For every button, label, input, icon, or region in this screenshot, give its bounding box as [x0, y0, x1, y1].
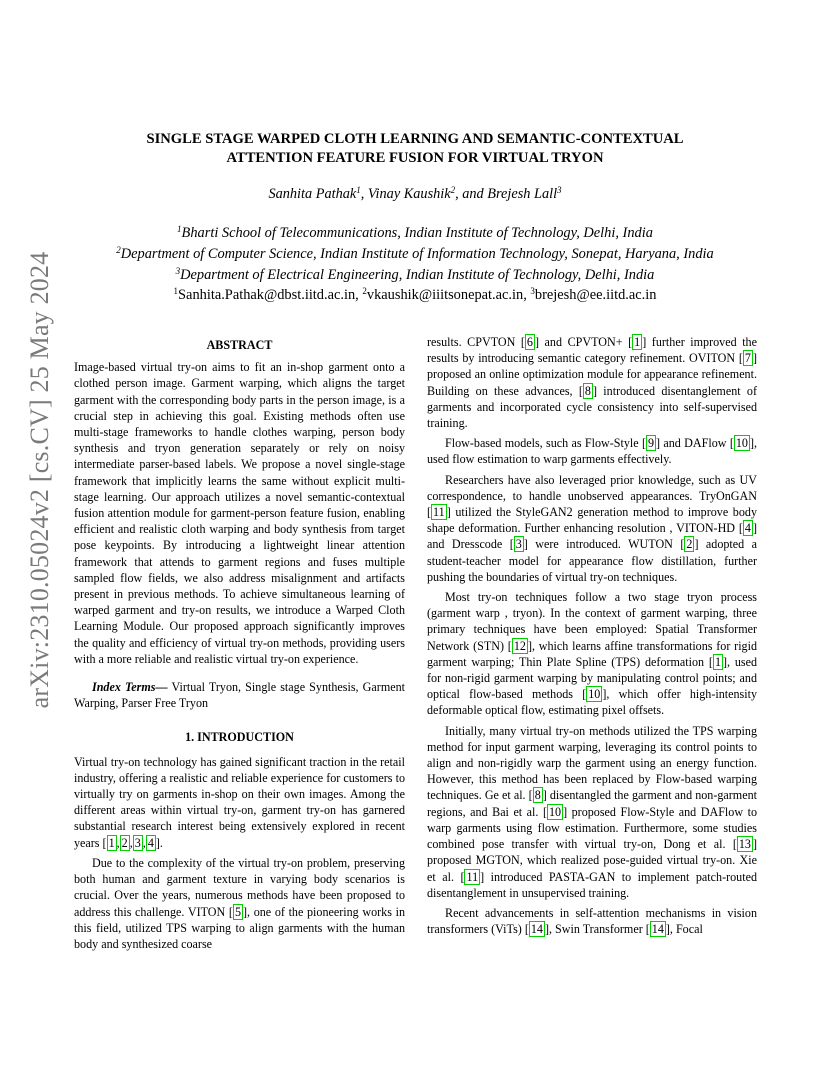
citation-link[interactable]: 4 — [744, 521, 751, 536]
paragraph-text: ], Swin Transformer [ — [544, 922, 650, 937]
author-separator: , and — [455, 186, 488, 202]
affiliation-text: Bharti School of Telecommunications, Indian Institute of Technology, Delhi, India — [181, 225, 653, 241]
title-line-1: SINGLE STAGE WARPED CLOTH LEARNING AND SEMANTIC-CONTEXTUAL — [146, 131, 684, 147]
paragraph-text: Due to the complexity of the virtual try-on problem, preserving both human and garment texture in varying body scenarios is crucial. Over the years, numerous methods have been proposed to address this challenge. VITON [ — [74, 855, 405, 919]
affiliation-text: Department of Electrical Engineering, Indian Institute of Technology, Delhi, India — [180, 266, 655, 283]
paragraph-text: ] were introduced. WUTON [ — [523, 537, 685, 552]
paragraph-text: results. CPVTON [ — [427, 335, 525, 349]
citation-link[interactable]: 2 — [686, 537, 693, 552]
index-terms-label: Index Terms— — [92, 680, 168, 695]
citation-link[interactable]: 12 — [513, 638, 526, 653]
paragraph-text: Flow-based models, such as Flow-Style [ — [445, 436, 646, 451]
paragraph-text: ] and DAFlow [ — [656, 436, 734, 451]
right-column — [427, 334, 757, 937]
email-superscript: 3 — [530, 286, 535, 297]
citation-link[interactable]: 10 — [588, 687, 601, 702]
author-superscript: 2 — [450, 185, 456, 195]
arxiv-side-label — [22, 251, 58, 709]
paragraph-text: ] further improved the results by introducing semantic category refinement. OVITON [ — [427, 335, 757, 366]
citation-link[interactable]: 2 — [121, 835, 128, 850]
paragraph-text: ] utilized the StyleGAN2 generation method to improve body shape deformation. Further enhancing resolution , VITON-HD [ — [427, 505, 757, 536]
left-column — [74, 337, 405, 952]
paragraph-text: ] introduced PASTA-GAN to implement patch-routed disentanglement in unsupervised training. — [427, 869, 757, 900]
paragraph-text: Most try-on techniques follow a two stage tryon process (garment warp , tryon). In the context of garment warping, three primary techniques have been employed: Spatial Transformer Network (STN) [ — [427, 590, 757, 653]
right-paragraph-3 — [427, 472, 757, 585]
introduction-heading: 1. INTRODUCTION — [185, 730, 294, 745]
author-name: Sanhita Pathak — [268, 186, 357, 202]
email-superscript: 1 — [173, 286, 179, 297]
citation-link[interactable]: 7 — [744, 351, 751, 366]
author-separator: , — [360, 186, 368, 202]
author-superscript: 1 — [356, 185, 361, 195]
affiliation-text: Department of Computer Science, Indian Institute of Information Technology, Sonepat, Haryana, India — [120, 245, 714, 262]
citation-link[interactable]: 10 — [548, 804, 562, 819]
author-superscript: 3 — [557, 185, 562, 195]
paragraph-text: ] introduced disentanglement of garments and incorporated cycle consistency into self-supervised training. — [427, 383, 757, 431]
citation-link[interactable]: 3 — [515, 537, 522, 552]
citation-link[interactable]: 6 — [526, 335, 533, 349]
citation-link[interactable]: 1 — [634, 335, 641, 349]
citation-link[interactable]: 9 — [648, 436, 655, 451]
paragraph-text: ] proposed an online optimization module for appearance refinement. Building on these advances, [ — [427, 351, 757, 398]
paragraph-text: ]. — [155, 835, 163, 850]
citation-link[interactable]: 3 — [134, 835, 141, 850]
paragraph-text: ], which offer high-intensity deformable optical flow, estimating pixel offsets. — [427, 687, 757, 718]
right-paragraph-1 — [427, 334, 757, 431]
arxiv-identifier: arXiv:2310.05024v2 [cs.CV] 25 May 2024 — [25, 251, 54, 709]
paragraph-text: Recent advancements in self-attention mechanisms in vision transformers (ViTs) [ — [427, 905, 757, 937]
affiliation-1 — [60, 223, 770, 244]
citation-link[interactable]: 8 — [534, 788, 541, 803]
citation-link[interactable]: 1 — [714, 654, 721, 669]
email-superscript: 2 — [362, 286, 367, 297]
right-paragraph-6 — [427, 905, 757, 937]
paragraph-text: ] and Dresscode [ — [427, 521, 757, 552]
citation-link[interactable]: 14 — [651, 922, 664, 937]
citation-link[interactable]: 4 — [147, 835, 154, 850]
citation-link[interactable]: 11 — [433, 505, 445, 520]
affiliations — [60, 223, 770, 306]
paragraph-text: ], one of the pioneering works in this field, utilized TPS warping to align garments with the human body and synthesized coarse — [74, 904, 406, 951]
intro-paragraph-2 — [74, 855, 405, 952]
citation-link[interactable]: 14 — [530, 922, 543, 937]
abstract-text: Image-based virtual try-on aims to fit an in-shop garment onto a clothed person image. Garment warping, which aligns the target garment with the corresponding body parts in the person image, is a crucial step in achieving this goal. Existing methods often use multi-stage frameworks to handle clothes warping, person body synthesis and tryon generation separately or rely on noisy intermediate parser-based labels. We propose a novel single-stage framework that implicitly learns the same without explicit multi-stage learning. Our approach utilizes a novel semantic-contextual fusion attention module for garment-person feature fusion, enabling efficient and realistic cloth warping and body synthesis from target pose keypoints. By introducing a lightweight linear attention framework that attends to garment regions and fuses multiple sampled flow fields, we also address misalignment and artifacts present in previous methods. To achieve simultaneous learning of warped garment and try-on results, we introduce a Warped Cloth Learning Module. Our proposed approach significantly improves the quality and efficiency of virtual try-on methods, providing users with a more reliable and realistic virtual try-on experience. — [74, 360, 405, 666]
paragraph-text: Virtual try-on technology has gained significant traction in the retail industry, offering a realistic and reliable experience for customers to virtually try on garments in-shop on their own images. Among the different areas within virtual try-on, garment try-on has garnered substantial research interest being extensively explored in recent years [ — [74, 754, 405, 850]
email-text: brejesh@ee.iitd.ac.in — [534, 287, 657, 304]
author-name: Vinay Kaushik — [367, 186, 451, 202]
citation-link[interactable]: 13 — [738, 837, 751, 852]
affiliation-2 — [60, 244, 770, 265]
email-text: vkaushik@iiitsonepat.ac.in, — [366, 287, 531, 304]
paragraph-text: ] and CPVTON+ [ — [534, 335, 633, 349]
affiliation-superscript: 3 — [175, 265, 181, 276]
affiliation-superscript: 1 — [177, 224, 182, 234]
abstract-heading: ABSTRACT — [206, 338, 273, 352]
right-paragraph-2 — [427, 435, 757, 467]
paragraph-text: Initially, many virtual try-on methods utilized the TPS warping method for input garment warping, leveraging its control points to align and non-rigidly warp the garment using an energy function. However, this method has been replaced by Flow-based warping techniques. Ge et al. [ — [427, 723, 757, 803]
paragraph-text: Researchers have also leveraged prior knowledge, such as UV correspondence, to handle unobserved appearances. TryOnGAN [ — [427, 472, 757, 520]
affiliation-3 — [60, 265, 770, 286]
index-terms-text: Virtual Tryon, Single stage Synthesis, Garment Warping, Parser Free Tryon — [74, 680, 405, 711]
citation-link[interactable]: 5 — [234, 904, 241, 919]
paper-title — [90, 130, 740, 168]
paragraph-text: ] proposed MGTON, which realized pose-guided virtual try-on. Xie et al. [ — [427, 837, 757, 884]
citation-link[interactable]: 8 — [584, 383, 591, 398]
right-paragraph-5 — [427, 723, 757, 901]
paragraph-text: ] disentangled the garment and non-garment regions, and Bai et al. [ — [427, 788, 757, 819]
paragraph-text: ], which learns affine transformations for rigid garment warping; Thin Plate Spline (TPS) deformation [ — [427, 638, 758, 669]
citation-link[interactable]: 1 — [108, 835, 115, 850]
paragraph-text: ], Focal — [665, 922, 703, 937]
email-line — [60, 285, 770, 306]
paragraph-text: ] adopted a student-teacher model for appearance flow distillation, further pushing the boundaries of virtual try-on techniques. — [427, 537, 757, 584]
author-name: Brejesh Lall — [487, 186, 558, 202]
paragraph-text: ], used flow estimation to warp garments effectively. — [427, 436, 758, 467]
citation-link[interactable]: 10 — [735, 436, 748, 451]
title-line-2: ATTENTION FEATURE FUSION FOR VIRTUAL TRYON — [226, 150, 604, 166]
email-text: Sanhita.Pathak@dbst.iitd.ac.in, — [178, 287, 363, 304]
intro-paragraph-1: Virtual try-on technology has gained significant traction in the retail industry, offering a realistic and reliable experience for customers to virtually try on garments in-shop on their own images. Among the different areas within virtual try-on, garment try-on has garnered substantial research interest being extensively explored in recent years [ 1 , 2 , 3 , 4 ]. — [74, 754, 405, 850]
paragraph-text: ] proposed Flow-Style and DAFlow to warp garments using flow estimation. Furthermore, some studies combined pose transfer with virtual try-on, Dong et al. [ — [427, 804, 757, 852]
affiliation-superscript: 2 — [116, 244, 121, 255]
right-paragraph-4 — [427, 589, 757, 719]
citation-link[interactable]: 11 — [466, 869, 479, 884]
author-list — [90, 186, 740, 203]
paragraph-text: ], used for non-rigid garment warping by manipulating control points; and optical flow-based methods [ — [427, 654, 757, 702]
index-terms — [74, 679, 405, 711]
